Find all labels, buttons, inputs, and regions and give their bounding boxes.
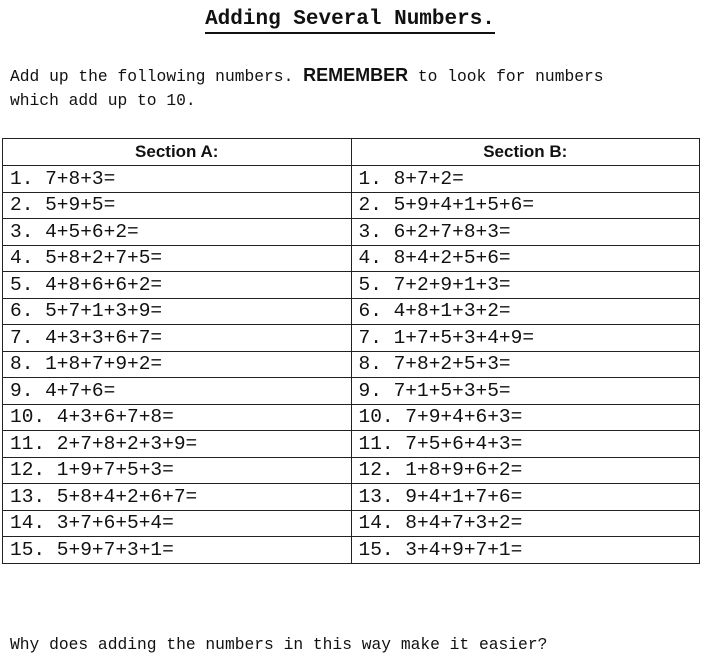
worksheet-title-text: Adding Several Numbers.	[205, 8, 495, 34]
section-b-problem: 3. 6+2+7+8+3=	[351, 219, 700, 246]
section-a-problem: 14. 3+7+6+5+4=	[3, 510, 352, 537]
section-a-problem: 10. 4+3+6+7+8=	[3, 404, 352, 431]
section-b-problem: 15. 3+4+9+7+1=	[351, 537, 700, 564]
problems-body	[3, 166, 700, 564]
section-a-problem: 7. 4+3+3+6+7=	[3, 325, 352, 352]
section-a-problem: 1. 7+8+3=	[3, 166, 352, 193]
instructions-emphasis: REMEMBER	[303, 65, 409, 85]
section-a-problem: 15. 5+9+7+3+1=	[3, 537, 352, 564]
section-a-problem: 5. 4+8+6+6+2=	[3, 272, 352, 299]
section-b-problem: 12. 1+8+9+6+2=	[351, 457, 700, 484]
section-b-problem: 9. 7+1+5+3+5=	[351, 378, 700, 405]
table-row	[3, 272, 700, 299]
section-a-problem: 2. 5+9+5=	[3, 192, 352, 219]
table-row	[3, 298, 700, 325]
section-a-problem: 8. 1+8+7+9+2=	[3, 351, 352, 378]
section-a-problem: 11. 2+7+8+2+3+9=	[3, 431, 352, 458]
worksheet-title	[0, 6, 700, 34]
instructions-text-start: Add up the following numbers.	[10, 67, 304, 86]
section-b-problem: 1. 8+7+2=	[351, 166, 700, 193]
section-a-problem: 4. 5+8+2+7+5=	[3, 245, 352, 272]
reflection-question: Why does adding the numbers in this way make it easier?	[10, 635, 548, 654]
table-row	[3, 166, 700, 193]
table-row	[3, 245, 700, 272]
section-a-problem: 12. 1+9+7+5+3=	[3, 457, 352, 484]
section-b-problem: 5. 7+2+9+1+3=	[351, 272, 700, 299]
section-a-problem: 3. 4+5+6+2=	[3, 219, 352, 246]
problems-table	[2, 138, 700, 564]
table-row	[3, 537, 700, 564]
section-b-problem: 8. 7+8+2+5+3=	[351, 351, 700, 378]
table-row	[3, 404, 700, 431]
section-b-problem: 10. 7+9+4+6+3=	[351, 404, 700, 431]
table-row	[3, 192, 700, 219]
table-row	[3, 457, 700, 484]
table-row	[3, 351, 700, 378]
section-b-problem: 2. 5+9+4+1+5+6=	[351, 192, 700, 219]
section-b-header: Section B:	[351, 139, 700, 166]
section-b-problem: 6. 4+8+1+3+2=	[351, 298, 700, 325]
table-row	[3, 219, 700, 246]
section-b-problem: 7. 1+7+5+3+4+9=	[351, 325, 700, 352]
table-row	[3, 325, 700, 352]
table-row	[3, 378, 700, 405]
section-a-header: Section A:	[3, 139, 352, 166]
section-a-problem: 9. 4+7+6=	[3, 378, 352, 405]
section-a-problem: 6. 5+7+1+3+9=	[3, 298, 352, 325]
section-b-problem: 13. 9+4+1+7+6=	[351, 484, 700, 511]
section-b-problem: 14. 8+4+7+3+2=	[351, 510, 700, 537]
instructions-text-end: to look for numbers which add up to 10.	[10, 67, 604, 110]
section-b-problem: 11. 7+5+6+4+3=	[351, 431, 700, 458]
section-a-problem: 13. 5+8+4+2+6+7=	[3, 484, 352, 511]
table-row	[3, 510, 700, 537]
table-row	[3, 484, 700, 511]
table-row	[3, 431, 700, 458]
section-b-problem: 4. 8+4+2+5+6=	[351, 245, 700, 272]
instructions	[10, 63, 700, 113]
table-header-row	[3, 139, 700, 166]
